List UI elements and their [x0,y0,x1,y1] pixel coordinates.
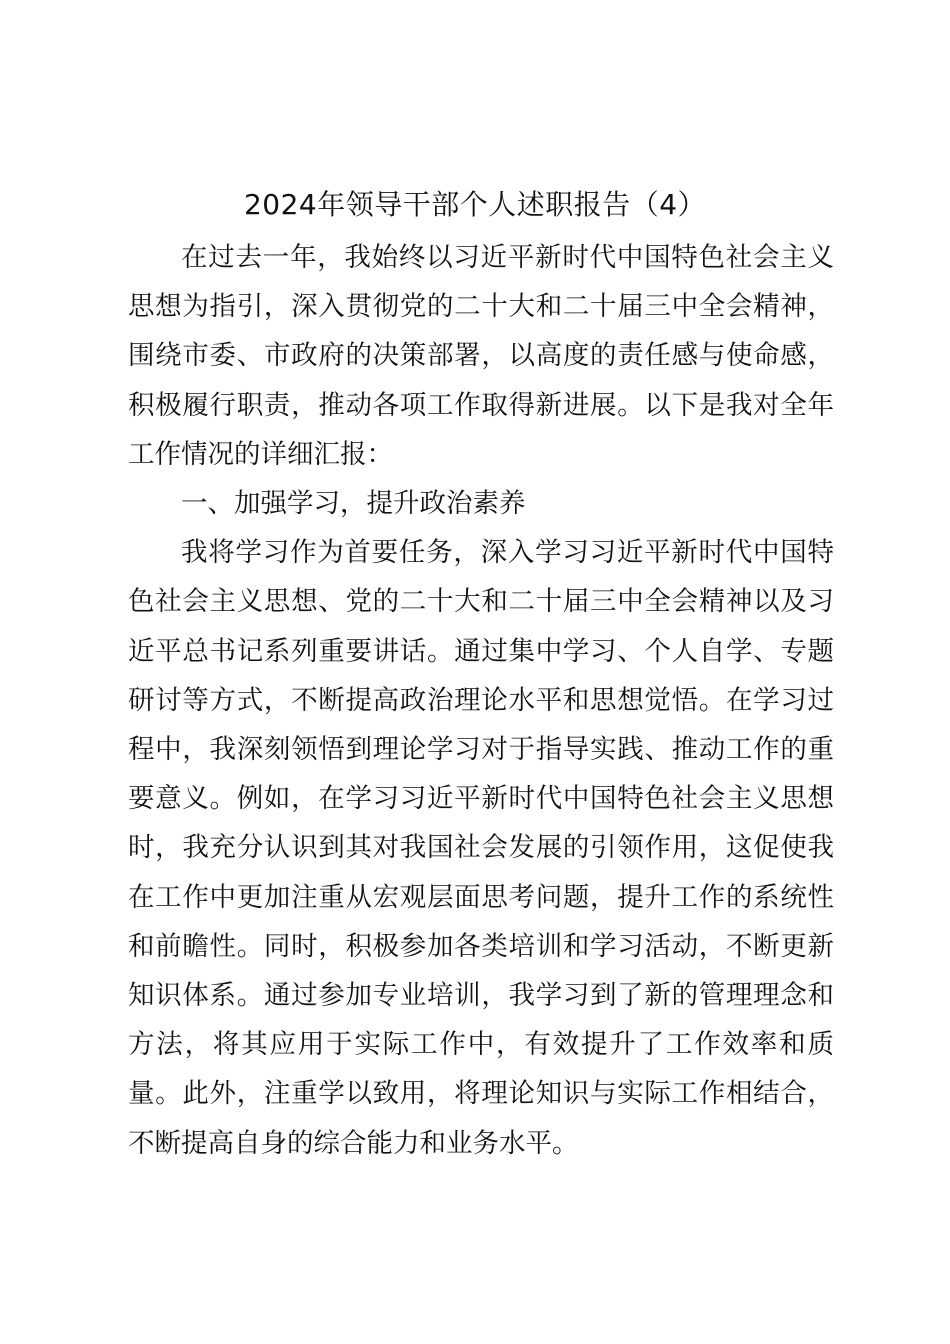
section-paragraph: 我将学习作为首要任务，深入学习习近平新时代中国特色社会主义思想、党的二十大和二十届三中全会精神以及习近平总书记系列重要讲话。通过集中学习、个人自学、专题研讨等方式，不断提高政治理论水平和思想觉悟。在学习过程中，我深刻领悟到理论学习对于指导实践、推动工作的重要意义。例如，在学习习近平新时代中国特色社会主义思想时，我充分认识到其对我国社会发展的引领作用，这促使我在工作中更加注重从宏观层面思考问题，提升工作的系统性和前瞻性。同时，积极参加各类培训和学习活动，不断更新知识体系。通过参加专业培训，我学习到了新的管理理念和方法，将其应用于实际工作中，有效提升了工作效率和质量。此外，注重学以致用，将理论知识与实际工作相结合，不断提高自身的综合能力和业务水平。 [128,537,834,1159]
intro-paragraph: 在过去一年，我始终以习近平新时代中国特色社会主义思想为指引，深入贯彻党的二十大和二十届三中全会精神，围绕市委、市政府的决策部署，以高度的责任感与使命感，积极履行职责，推动各项工作取得新进展。以下是我对全年工作情况的详细汇报： [128,242,834,470]
section-heading: 一、加强学习，提升政治素养 [181,488,526,520]
document-body [128,233,834,1168]
document-title: 2024年领导干部个人述职报告（4） [243,188,707,221]
